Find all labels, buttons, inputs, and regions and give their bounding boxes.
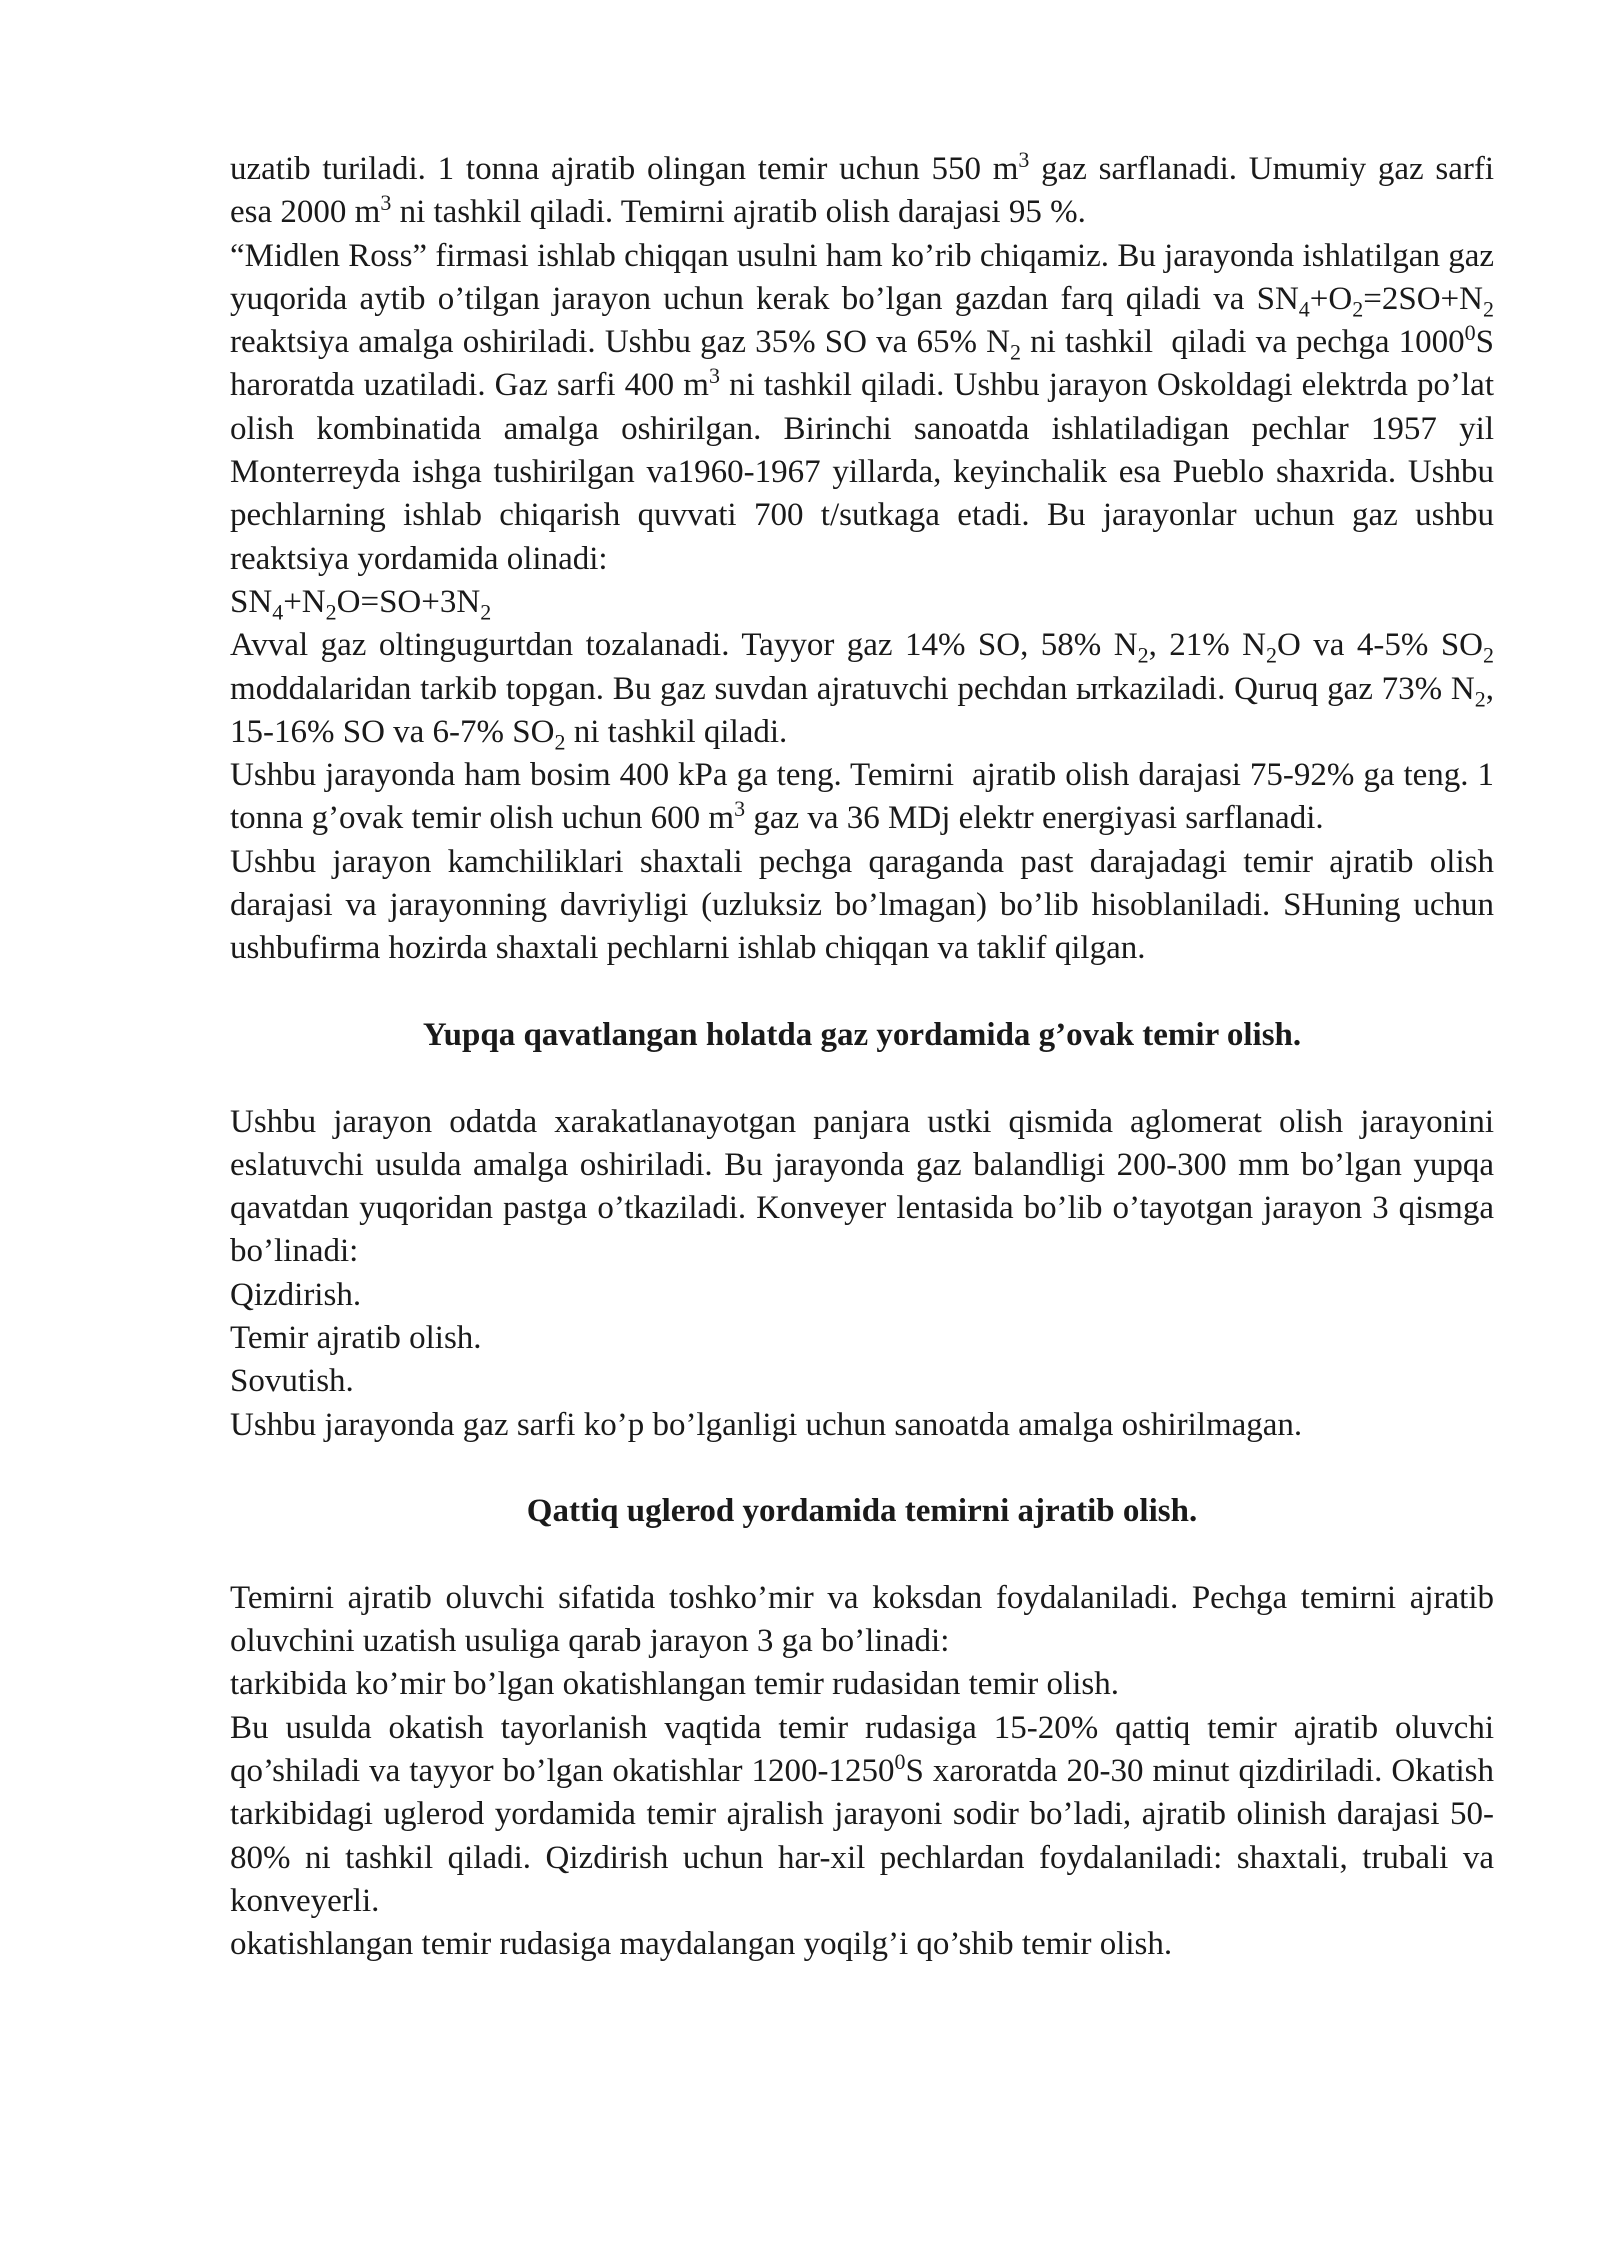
paragraph-gas-cleaning: Avval gaz oltingugurtdan tozalanadi. Tayyor gaz 14% SO, 58% $N_2$, 21% $N_2O$ va 4-5% $SO_2$ moddalaridan tarkib topgan. Bu gaz suvdan ajratuvchi pechdan ытkaziladi. Quruq gaz 73% $N_2$, 15-16% SO va 6-7% $SO_2$ ni tashkil qiladi. [230, 627, 1494, 755]
spacer [230, 971, 1494, 1014]
paragraph-midlen-ross: “Midlen Ross” firmasi ishlab chiqqan usulni ham ko’rib chiqamiz. Bu jarayonda ishlatilgan gaz yuqorida aytib o’tilgan jarayon uchun kerak bo’lgan gazdan farq qiladi va $SN_4+O_2=2SO+N_2$ reaktsiya amalga oshiriladi. Ushbu gaz 35% SO va 65% $N_2$ ni tashkil qiladi va pechga 1000$^0$S haroratda uzatiladi. Gaz sarfi 400 $m^3$ ni tashkil qiladi. Ushbu jarayon Oskoldagi elektrda po’lat olish kombinatida amalga oshirilgan. Birinchi sanoatda ishlatiladigan pechlar 1957 yil Monterreyda ishga tushirilgan va1960-1967 yillarda, keyinchalik esa Pueblo shaxrida. Ushbu pechlarning ishlab chiqarish quvvati 700 t/sutkaga etadi. Bu jarayonlar uchun gaz ushbu reaktsiya yordamida olinadi: [230, 237, 1494, 577]
paragraph-gas-consumption: uzatib turiladi. 1 tonna ajratib olingan temir uchun 550 $m^3$ gaz sarflanadi. Umumiy gaz sarfi esa 2000 $m^3$ ni tashkil qiladi. Temirni ajratib olish darajasi 95 %. [230, 147, 1494, 231]
paragraph-pellet-heating: Bu usulda okatish tayorlanish vaqtida temir rudasiga 15-20% qattiq temir ajratib oluvchi qo’shiladi va tayyor bo’lgan okatishlar 1200-1250$^0$S xaroratda 20-30 minut qizdiriladi. Okatish tarkibidagi uglerod yordamida temir ajralish jarayoni sodir bo’ladi, ajratib olinish darajasi 50-80% ni tashkil qiladi. Qizdirish uchun har-xil pechlardan foydalaniladi: shaxtali, trubali va konveyerli. [230, 1709, 1495, 1919]
paragraph-method-one: tarkibida ko’mir bo’lgan okatishlangan temir rudasidan temir olish. [230, 1666, 1119, 1703]
paragraph-thin-layer-process: Ushbu jarayon odatda xarakatlanayotgan panjara ustki qismida aglomerat olish jarayonini eslatuvchi usulda amalga oshiriladi. Bu jarayonda gaz balandligi 200-300 mm bo’lgan yupqa qavatdan yuqoridan pastga o’tkaziladi. Konveyer lentasida bo’lib o’tayotgan jarayon 3 qismga bo’linadi: [230, 1103, 1494, 1270]
spacer [230, 1057, 1494, 1100]
spacer [230, 1447, 1494, 1490]
section-heading-solid-carbon: Qattiq uglerod yordamida temirni ajratib olish. [526, 1493, 1198, 1530]
spacer [230, 1534, 1494, 1577]
list-item: Qizdirish. [230, 1276, 362, 1313]
paragraph-drawbacks: Ushbu jarayon kamchiliklari shaxtali pechga qaraganda past darajadagi temir ajratib olish darajasi va jarayonning davriyligi (uzluksiz bo’lmagan) bo’lib hisoblaniladi. SHuning uchun ushbufirma hozirda shaxtali pechlarni ishlab chiqqan va taklif qilgan. [230, 843, 1494, 967]
paragraph-reducers: Temirni ajratib oluvchi sifatida toshko’mir va koksdan foydalaniladi. Pechga temirni ajratib oluvchini uzatish usuliga qarab jarayon 3 ga bo’linadi: [230, 1579, 1494, 1660]
paragraph-method-two: okatishlangan temir rudasiga maydalangan yoqilg’i qo’shib temir olish. [230, 1926, 1173, 1963]
section-heading-thin-layer: Yupqa qavatlangan holatda gaz yordamida g’ovak temir olish. [422, 1016, 1302, 1053]
paragraph-not-implemented: Ushbu jarayonda gaz sarfi ko’p bo’lganligi uchun sanoatda amalga oshirilmagan. [230, 1406, 1303, 1443]
formula-reaction: $SN_4+N_2O=SO+3N_2$ [230, 583, 492, 625]
list-item: Sovutish. [230, 1363, 354, 1400]
document-page [230, 148, 1494, 1966]
list-item: Temir ajratib olish. [230, 1320, 482, 1357]
paragraph-pressure: Ushbu jarayonda ham bosim 400 kPa ga teng. Temirni ajratib olish darajasi 75-92% ga teng. 1 tonna g’ovak temir olish uchun 600 $m^3$ gaz va 36 MDj elektr energiyasi sarflanadi. [230, 757, 1494, 837]
